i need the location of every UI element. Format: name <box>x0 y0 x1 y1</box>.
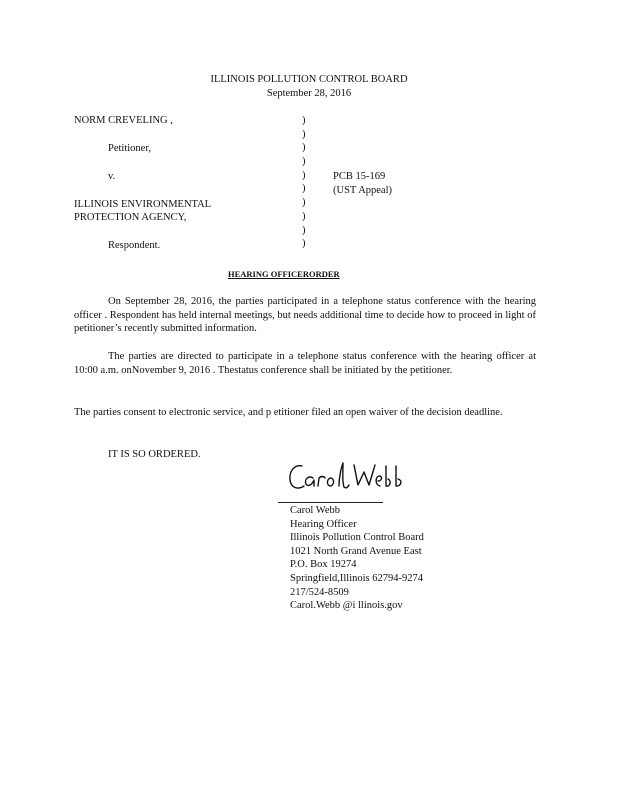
closing-statement: IT IS SO ORDERED. <box>108 449 201 460</box>
order-date: September 28, 2016 <box>266 88 352 99</box>
signature-line <box>278 502 383 503</box>
respondent-role: Respondent. <box>108 240 161 251</box>
respondent-name-line1: ILLINOIS ENVIRONMENTAL <box>74 199 212 210</box>
phone-number: 217/524-8509 <box>290 586 349 598</box>
respondent-name-line2: PROTECTION AGENCY, <box>74 212 187 223</box>
caption-paren: ) <box>302 115 306 126</box>
signature-block <box>290 504 424 613</box>
handwritten-signature <box>286 458 412 498</box>
caption-paren: ) <box>302 197 306 209</box>
caption-paren: ) <box>302 238 306 250</box>
petitioner-name: NORM CREVELING , <box>74 115 173 126</box>
body-paragraph-2: The parties are directed to participate in a telephone status conference with the hearing officer at 10:00 a.m. onNovember 9, 2016 . Thestatus conference shall be initiated by the petitioner. <box>74 351 536 376</box>
case-number: PCB 15-169 <box>333 171 386 182</box>
caption-paren: ) <box>302 156 306 168</box>
address-street: 1021 North Grand Avenue East <box>290 545 422 557</box>
email-address: Carol.Webb @i llinois.gov <box>290 600 403 612</box>
caption-paren: ) <box>302 142 306 154</box>
address-city: Springfield,Illinois 62794-9274 <box>290 572 423 584</box>
caption-paren: ) <box>302 128 306 140</box>
petitioner-role: Petitioner, <box>108 143 152 154</box>
body-paragraph-1: On September 28, 2016, the parties participated in a telephone status conference with the hearing officer . Respondent has held internal meetings, but needs additional time to decide how to proceed in light of petitioner’s recently submitted information. <box>74 296 536 335</box>
body-paragraph-3: The parties consent to electronic service, and p etitioner filed an open waiver of the decision deadline. <box>74 407 503 418</box>
caption-paren: ) <box>302 210 306 222</box>
order-title: HEARING OFFICERORDER <box>228 269 340 279</box>
caption-paren: ) <box>302 224 306 236</box>
caption-paren: ) <box>302 183 306 195</box>
board-name: ILLINOIS POLLUTION CONTROL BOARD <box>210 74 408 85</box>
address-po-box: P.O. Box 19274 <box>290 559 357 571</box>
caption-paren: ) <box>302 169 306 181</box>
versus-label: v. <box>108 171 116 182</box>
case-type: (UST Appeal) <box>333 185 393 196</box>
signer-name: Carol Webb <box>290 505 340 516</box>
signer-title: Hearing Officer <box>290 518 357 530</box>
caption-parentheses <box>302 114 306 251</box>
signer-organization: Illinois Pollution Control Board <box>290 532 424 544</box>
